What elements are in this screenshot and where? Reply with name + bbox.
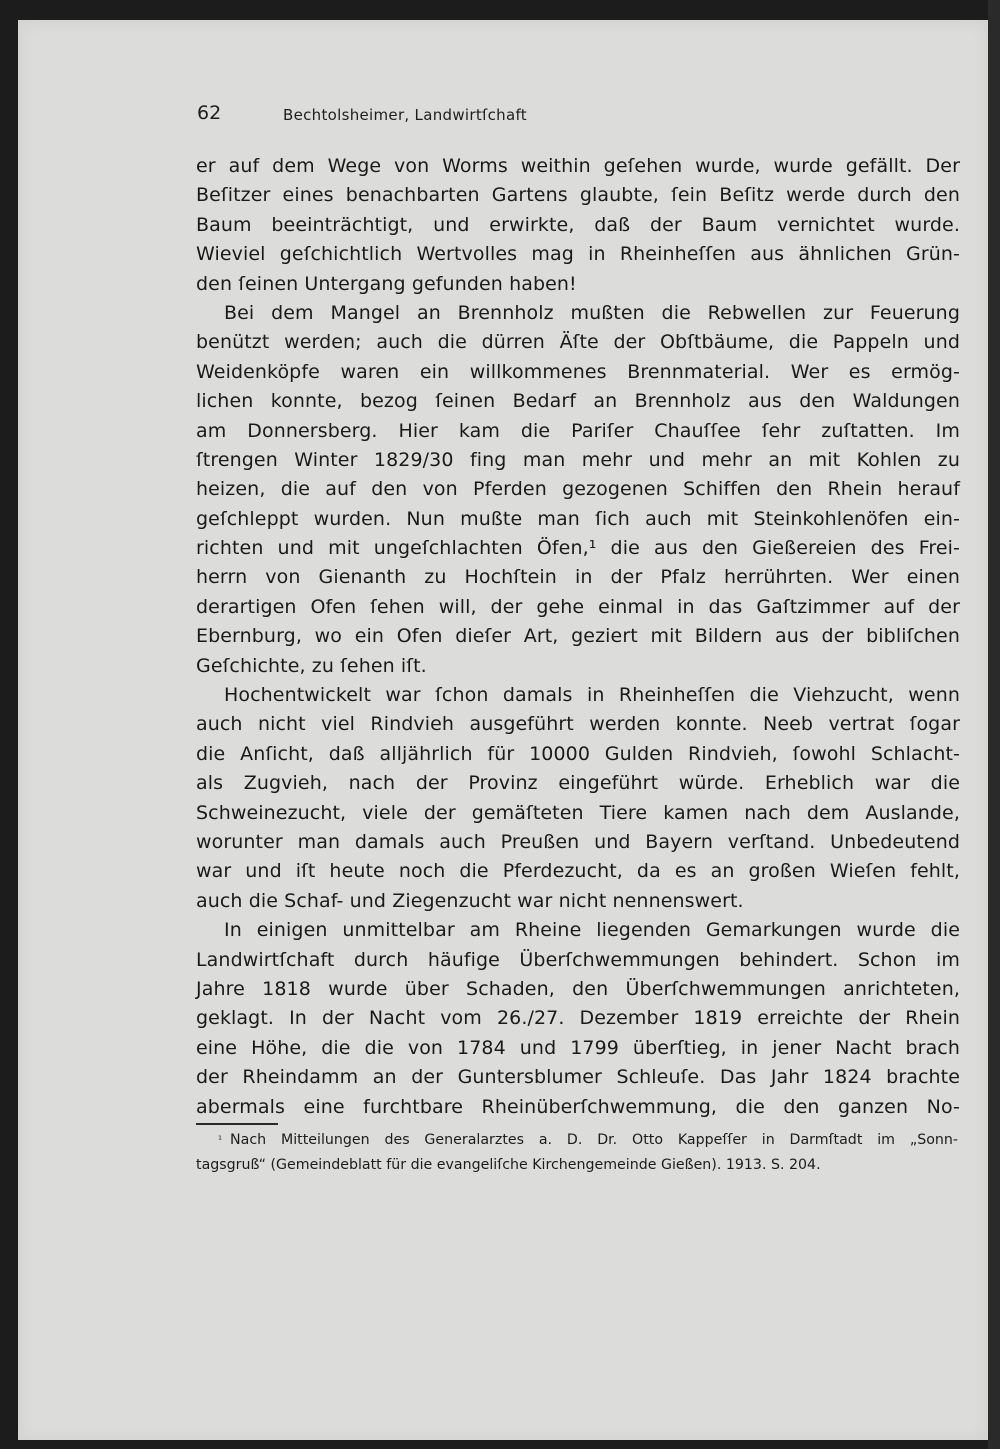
text-line: In einigen unmittelbar am Rheine liegenden Gemarkungen wurde die [224, 919, 960, 942]
text-line: geſchleppt wurden. Nun mußte man ſich auch mit Steinkohlenöfen ein- [196, 507, 960, 530]
text-line: die Anſicht, daß alljährlich für 10000 Gulden Rindvieh, ſowohl Schlacht- [196, 742, 960, 765]
text-line: lichen konnte, bezog ſeinen Bedarf an Brennholz aus den Waldungen [196, 390, 960, 413]
footnote-line [196, 1128, 958, 1153]
text-line: am Donnersberg. Hier kam die Pariſer Chauſſee ſehr zuſtatten. Im [196, 419, 960, 442]
text-line: Beſitzer eines benachbarten Gartens glaubte, ſein Beſitz werde durch den [196, 184, 960, 207]
text-line: Weidenköpfe waren ein willkommenes Brennmaterial. Wer es ermög- [196, 360, 960, 383]
footnote-line: tagsgruß“ (Gemeindeblatt für die evangeliſche Kirchengemeinde Gießen). 1913. S. 204. [196, 1157, 821, 1173]
text-line: Bei dem Mangel an Brennholz mußten die Rebwellen zur Feuerung [224, 301, 960, 324]
text-line: Jahre 1818 wurde über Schaden, den Überſchwemmungen anrichteten, [196, 977, 960, 1000]
page-header [197, 100, 957, 130]
text-line: auch die Schaf- und Ziegenzucht war nicht nennenswert. [196, 889, 744, 912]
text-line: er auf dem Wege von Worms weithin geſehen wurde, wurde gefällt. Der [196, 155, 960, 177]
text-line: war und iſt heute noch die Pferdezucht, da es an großen Wieſen fehlt, [196, 860, 960, 883]
text-line: abermals eine furchtbare Rheinüberſchwemmung, die den ganzen No- [196, 1095, 960, 1118]
text-line: der Rheindamm an der Guntersblumer Schleuſe. Das Jahr 1824 brachte [196, 1066, 960, 1089]
text-line: als Zugvieh, nach der Provinz eingeführt würde. Erheblich war die [196, 772, 960, 795]
text-line: ſtrengen Winter 1829/30 fing man mehr und mehr an mit Kohlen zu [196, 448, 960, 471]
scan-edge [988, 0, 1000, 1449]
text-line: Landwirtſchaft durch häufige Überſchwemmungen behindert. Schon im [196, 948, 960, 971]
text-line: eine Höhe, die die von 1784 und 1799 überſtieg, in jener Nacht brach [196, 1036, 960, 1059]
text-line: Ebernburg, wo ein Ofen dieſer Art, geziert mit Bildern aus der bibliſchen [196, 625, 960, 648]
text-line: Wieviel geſchichtlich Wertvolles mag in Rheinheſſen aus ähnlichen Grün- [196, 243, 960, 266]
text-line: heizen, die auf den von Pferden gezogenen Schiffen den Rhein herauf [196, 478, 960, 501]
text-line: Geſchichte, zu ſehen iſt. [196, 654, 427, 677]
text-line: geklagt. In der Nacht vom 26./27. Dezember 1819 erreichte der Rhein [196, 1007, 960, 1030]
footnote-marker: ¹ [218, 1135, 223, 1146]
text-line: richten und mit ungeſchlachten Öfen,¹ die aus den Gießereien des Frei- [196, 537, 960, 560]
text-line: worunter man damals auch Preußen und Bayern verſtand. Unbedeutend [196, 830, 960, 853]
text-line: Hochentwickelt war ſchon damals in Rheinheſſen die Viehzucht, wenn [224, 684, 960, 707]
text-line: benützt werden; auch die dürren Äſte der Obſtbäume, die Pappeln und [196, 331, 960, 354]
text-line: derartigen Ofen ſehen will, der gehe einmal in das Gaſtzimmer auf der [196, 595, 960, 618]
page-number: 62 [197, 102, 222, 124]
body-text [196, 152, 960, 1122]
text-line: herrn von Gienanth zu Hochſtein in der Pfalz herrührten. Wer einen [196, 566, 960, 589]
text-line: den ſeinen Untergang gefunden haben! [196, 272, 577, 295]
footnote-text: Nach Mitteilungen des Generalarztes a. D. Dr. Otto Kappeſſer in Darmſtadt im „Sonn- [230, 1132, 958, 1148]
running-title: Bechtolsheimer, Landwirtſchaft [283, 106, 527, 124]
text-line: Schweinezucht, viele der gemäſteten Tiere kamen nach dem Auslande, [196, 801, 960, 824]
text-line: Baum beeinträchtigt, und erwirkte, daß der Baum vernichtet wurde. [196, 213, 960, 236]
footnote-divider [196, 1123, 278, 1125]
text-line: auch nicht viel Rindvieh ausgeführt werden konnte. Neeb vertrat ſogar [196, 713, 960, 736]
footnote [196, 1128, 958, 1178]
